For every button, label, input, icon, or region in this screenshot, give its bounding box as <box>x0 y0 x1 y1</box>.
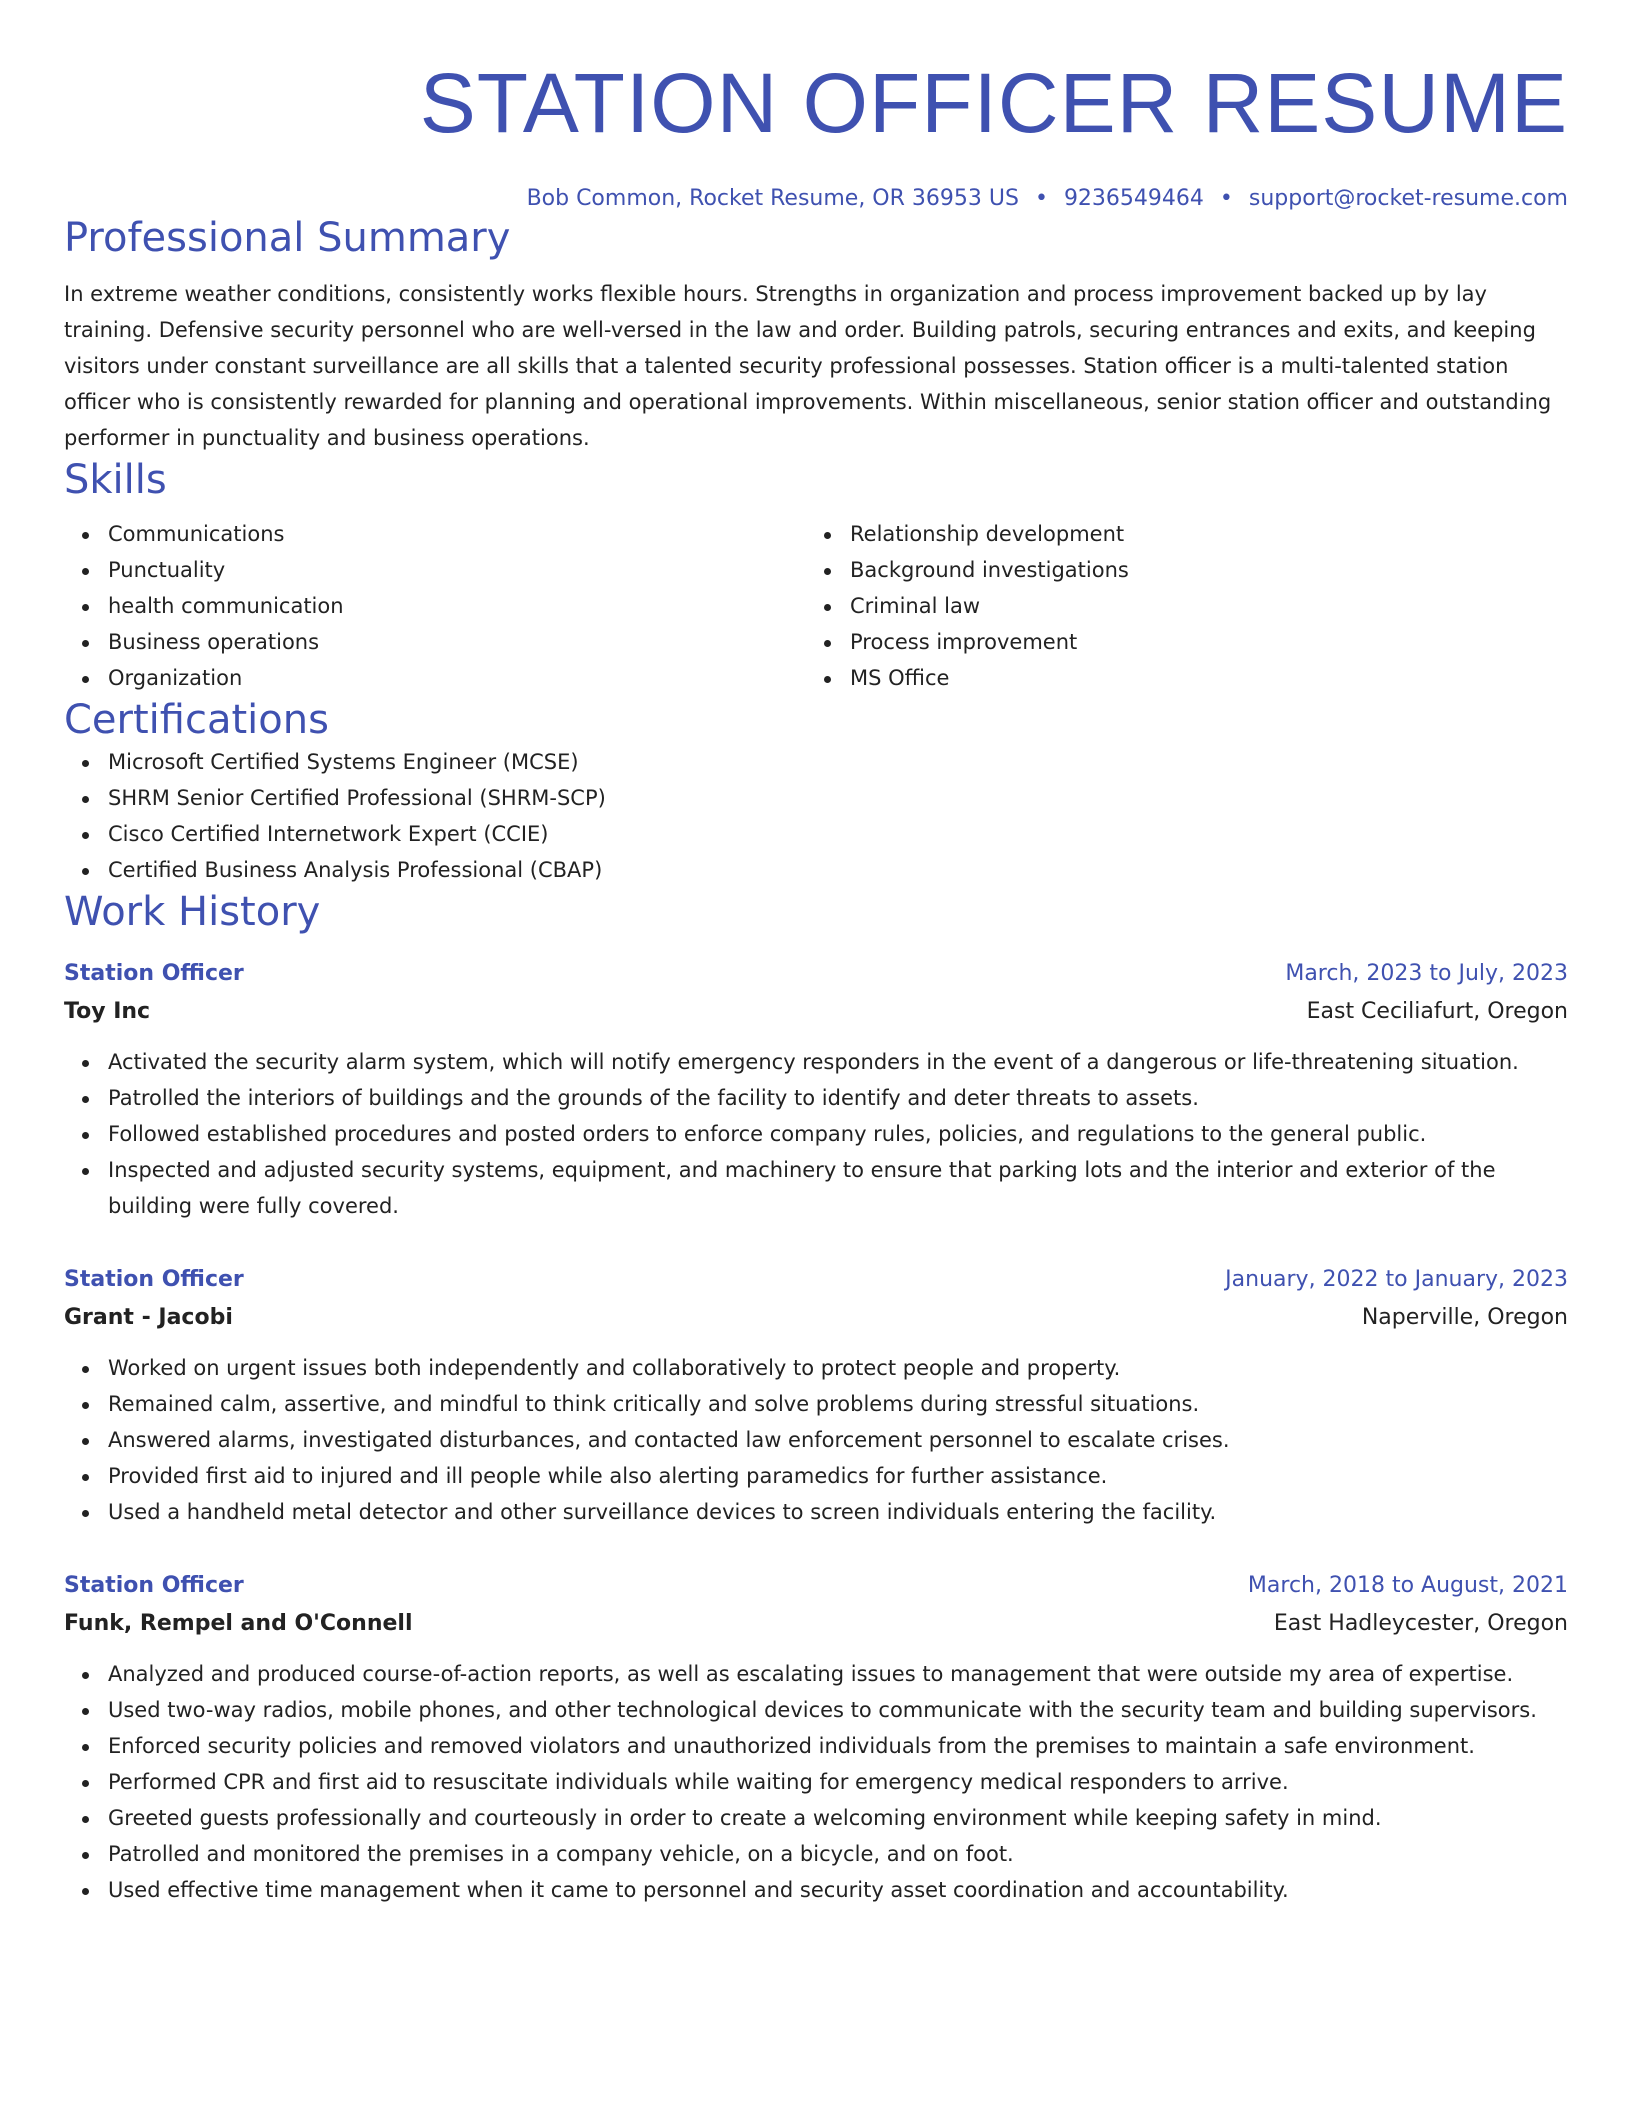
job-dates: March, 2018 to August, 2021 <box>1247 1573 1568 1598</box>
job-bullet: Activated the security alarm system, which will notify emergency responders in the event of a dangerous or life-threatening situation. <box>64 1044 1568 1080</box>
job-employer-row <box>64 992 1568 1032</box>
contact-address: Bob Common, Rocket Resume, OR 36953 US <box>526 186 1019 211</box>
job-dates: March, 2023 to July, 2023 <box>1285 961 1568 986</box>
skill-item: MS Office <box>806 660 1548 696</box>
skills-list-right <box>806 516 1548 696</box>
job-bullet: Remained calm, assertive, and mindful to think critically and solve problems during stressful situations. <box>64 1386 1568 1422</box>
certification-item: Cisco Certified Internetwork Expert (CCIE) <box>64 816 1568 852</box>
job-bullets <box>64 1656 1568 1908</box>
job-bullet: Enforced security policies and removed violators and unauthorized individuals from the premises to maintain a safe environment. <box>64 1728 1568 1764</box>
job-entry <box>64 956 1568 1224</box>
job-header-row <box>64 1568 1568 1604</box>
job-bullet: Used two-way radios, mobile phones, and other technological devices to communicate with the security team and building supervisors. <box>64 1692 1568 1728</box>
job-location: East Ceciliafurt, Oregon <box>1306 999 1568 1024</box>
job-bullet: Patrolled and monitored the premises in a company vehicle, on a bicycle, and on foot. <box>64 1836 1568 1872</box>
job-bullets <box>64 1044 1568 1224</box>
skill-item: Criminal law <box>806 588 1548 624</box>
job-entry <box>64 1568 1568 1908</box>
job-bullet: Patrolled the interiors of buildings and the grounds of the facility to identify and deter threats to assets. <box>64 1080 1568 1116</box>
job-title: Station Officer <box>64 961 244 986</box>
certification-item: SHRM Senior Certified Professional (SHRM-SCP) <box>64 780 1568 816</box>
contact-email[interactable]: support@rocket-resume.com <box>1248 186 1568 211</box>
skill-item: Relationship development <box>806 516 1548 552</box>
contact-separator: • <box>1219 186 1233 211</box>
job-location: East Hadleycester, Oregon <box>1273 1611 1568 1636</box>
job-bullet: Answered alarms, investigated disturbances, and contacted law enforcement personnel to escalate crises. <box>64 1422 1568 1458</box>
job-title: Station Officer <box>64 1573 244 1598</box>
contact-phone: 9236549464 <box>1063 186 1204 211</box>
job-bullet: Used a handheld metal detector and other surveillance devices to screen individuals entering the facility. <box>64 1494 1568 1530</box>
certification-item: Certified Business Analysis Professional (CBAP) <box>64 852 1568 888</box>
resume-title: STATION OFFICER RESUME <box>419 56 1568 150</box>
job-bullet: Worked on urgent issues both independently and collaboratively to protect people and property. <box>64 1350 1568 1386</box>
job-header-row <box>64 1262 1568 1298</box>
summary-heading: Professional Summary <box>64 215 511 261</box>
skill-item: Organization <box>64 660 806 696</box>
job-company: Grant - Jacobi <box>64 1305 233 1330</box>
job-employer-row <box>64 1298 1568 1338</box>
skill-item: health communication <box>64 588 806 624</box>
job-bullet: Analyzed and produced course-of-action reports, as well as escalating issues to management that were outside my area of expertise. <box>64 1656 1568 1692</box>
certifications-heading: Certifications <box>64 697 329 743</box>
job-header-row <box>64 956 1568 992</box>
job-location: Naperville, Oregon <box>1361 1305 1568 1330</box>
job-dates: January, 2022 to January, 2023 <box>1225 1267 1568 1292</box>
skills-columns <box>64 516 1568 696</box>
job-bullet: Used effective time management when it came to personnel and security asset coordination and accountability. <box>64 1872 1568 1908</box>
job-company: Funk, Rempel and O'Connell <box>64 1611 413 1636</box>
skills-heading: Skills <box>64 457 167 503</box>
job-bullet: Provided first aid to injured and ill people while also alerting paramedics for further assistance. <box>64 1458 1568 1494</box>
certifications-list <box>64 744 1568 888</box>
skills-list-left <box>64 516 806 696</box>
job-bullet: Performed CPR and first aid to resuscitate individuals while waiting for emergency medical responders to arrive. <box>64 1764 1568 1800</box>
resume-header <box>64 0 1568 214</box>
skill-item: Punctuality <box>64 552 806 588</box>
job-bullet: Inspected and adjusted security systems, equipment, and machinery to ensure that parking lots and the interior and exterior of the building were fully covered. <box>64 1152 1568 1224</box>
skill-item: Business operations <box>64 624 806 660</box>
contact-line <box>64 184 1568 214</box>
job-bullet: Greeted guests professionally and courteously in order to create a welcoming environment while keeping safety in mind. <box>64 1800 1568 1836</box>
job-employer-row <box>64 1604 1568 1644</box>
job-bullets <box>64 1350 1568 1530</box>
summary-text: In extreme weather conditions, consistently works flexible hours. Strengths in organization and process improvement backed up by lay training. Defensive security personnel who are well-versed in the law and order. Building patrols, securing entrances and exits, and keeping visitors under constant surveillance are all skills that a talented security professional possesses. Station officer is a multi-talented station officer who is consistently rewarded for planning and operational improvements. Within miscellaneous, senior station officer and outstanding performer in punctuality and business operations. <box>64 282 1552 450</box>
work-history-heading: Work History <box>64 889 321 935</box>
skill-item: Process improvement <box>806 624 1548 660</box>
skill-item: Communications <box>64 516 806 552</box>
certification-item: Microsoft Certified Systems Engineer (MCSE) <box>64 744 1568 780</box>
skill-item: Background investigations <box>806 552 1548 588</box>
job-title: Station Officer <box>64 1267 244 1292</box>
job-company: Toy Inc <box>64 999 151 1024</box>
contact-separator: • <box>1034 186 1048 211</box>
job-bullet: Followed established procedures and posted orders to enforce company rules, policies, and regulations to the general public. <box>64 1116 1568 1152</box>
job-entry <box>64 1262 1568 1530</box>
